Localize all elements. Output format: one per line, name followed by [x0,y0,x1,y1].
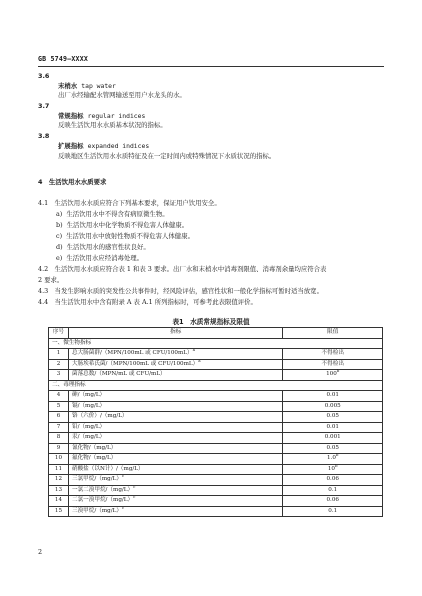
list-item-mark: d) [56,243,63,251]
cell-limit [283,496,383,507]
index-name: 一氯二溴甲烷/（mg/L） [71,486,134,493]
limit-value: 不得检出 [321,360,344,367]
def-3-8-num: 3.8 [38,132,50,140]
footnote-mark: c [133,483,136,489]
table-row [49,370,383,381]
cell-index [68,464,282,475]
cell-limit [283,370,383,381]
table-row [49,391,383,402]
list-item [56,254,143,262]
cell-no: 4 [49,391,69,402]
footnote-mark: c [121,473,125,479]
table-row [49,475,383,486]
def-3-8-term: 扩展指标 [58,142,84,150]
footnote-mark: b [336,368,340,374]
cell-limit [283,443,383,454]
cell-no: 1 [49,349,69,360]
cell-limit [283,412,383,423]
clause-4-4: 4.4 当生活饮用水中含有附录 A 表 A.1 所列指标时，可参考此表限值评价。 [38,298,257,306]
table-row [49,506,383,517]
limit-value: 0.05 [326,413,339,420]
limit-value: 1.0 [326,455,336,462]
table-row [49,464,383,475]
limit-value: 0.05 [326,444,339,451]
table-row [49,349,383,360]
footnote-mark: b [335,452,339,458]
limit-value: 0.1 [328,486,338,493]
cell-no: 8 [49,433,69,444]
cell-index [68,443,282,454]
index-name: 菌落总数/（MPN/mL 或 CFU/mL） [71,371,166,378]
footnote-mark: b [335,462,338,468]
cell-no: 9 [49,443,69,454]
index-name: 总大肠菌群/（MPN/100mL 或 CFU/100mL） [71,350,193,357]
clause-4-3: 4.3 当发生影响水质的突发性公共事件时，经风险评估，感官性状和一般化学指标可暂时适当放宽。 [38,287,323,295]
section-4-title: 4 生活饮用水水质要求 [38,178,107,186]
cell-limit [283,506,383,517]
index-name: 三氯甲烷/（mg/L） [71,476,122,483]
cell-no: 7 [49,422,69,433]
table-group-row [49,338,383,349]
list-item-mark: e) [56,254,63,262]
table-row [49,422,383,433]
cell-limit [283,422,383,433]
def-3-6-term: 末梢水 [58,82,78,90]
limit-value: 0.005 [324,402,341,409]
cell-no: 10 [49,454,69,465]
cell-index [68,475,282,486]
list-item [56,210,169,218]
list-item [56,232,194,240]
cell-index [68,359,282,370]
table-row [49,433,383,444]
def-3-8-desc: 反映地区生活饮用水水质特征及在一定时间内或特殊情况下水质状况的指标。 [58,152,276,160]
def-3-8-term-en: expanded indices [87,142,150,150]
def-3-8-term-line [58,142,149,150]
cell-index [68,412,282,423]
index-name: 铅/（mg/L） [71,423,106,430]
table-group-row [49,380,383,391]
list-item [56,221,188,229]
table-row [49,401,383,412]
index-name: 镉/（mg/L） [71,402,106,409]
list-item-text: 生活饮用水中放射性物质不得危害人体健康。 [66,232,194,240]
footnote-mark: a [198,357,201,363]
cell-limit [283,464,383,475]
cell-index [68,349,282,360]
def-3-6-desc: 出厂水经输配水管网输送至用户水龙头的水。 [58,91,186,99]
def-3-7-desc: 反映生活饮用水水质基本状况的指标。 [58,121,167,129]
table-row [49,496,383,507]
limit-value: 0.1 [328,507,338,514]
index-name: 硝酸盐（以N计）/（mg/L） [71,465,144,472]
table-row [49,454,383,465]
cell-no: 2 [49,359,69,370]
footnote-mark: a [192,347,195,353]
limit-value: 0.06 [326,497,339,504]
index-name: 氰化物/（mg/L） [71,444,117,451]
list-item-text: 生活饮用水中不得含有病原微生物。 [66,210,169,218]
def-3-6-num: 3.6 [38,72,50,80]
limit-value: 不得检出 [321,350,344,357]
cell-no: 13 [49,485,69,496]
group-toxicological: 二、毒理指标 [49,380,383,391]
list-item-mark: a) [56,210,63,218]
cell-limit [283,475,383,486]
cell-limit [283,433,383,444]
clause-4-2-line1: 4.2 生活饮用水水质应符合表 1 和表 3 要求。出厂水和末梢水中消毒剂限值、消毒剂余量均应符合表 [38,265,327,273]
cell-index [68,370,282,381]
document-code-header: GB 5749—XXXX [38,55,89,63]
cell-index [68,496,282,507]
page-number: 2 [38,548,43,556]
index-name: 铬（六价）/（mg/L） [71,413,128,420]
cell-limit [283,485,383,496]
def-3-7-num: 3.7 [38,102,50,110]
cell-index [68,506,282,517]
cell-index [68,401,282,412]
cell-no: 14 [49,496,69,507]
clause-4-2-line2: 2 要求。 [38,276,64,284]
header-limit: 限值 [283,328,383,339]
cell-index [68,391,282,402]
cell-limit [283,391,383,402]
cell-limit [283,349,383,360]
header-rule [38,66,384,67]
cell-limit [283,454,383,465]
list-item [56,243,150,251]
limit-value: 10 [327,465,335,472]
index-name: 氟化物/（mg/L） [71,455,117,462]
cell-no: 11 [49,464,69,475]
limit-value: 100 [326,371,337,378]
group-microbial: 一、微生物指标 [49,338,383,349]
table-row [49,412,383,423]
cell-index [68,454,282,465]
index-name: 三溴甲烷/（mg/L） [71,507,122,514]
limit-value: 0.06 [326,476,339,483]
header-no: 序号 [49,328,69,339]
list-item-text: 生活饮用水的感官性状良好。 [66,243,150,251]
water-quality-table [48,327,383,517]
limit-value: 0.001 [324,434,341,441]
limit-value: 0.01 [326,392,339,399]
def-3-6-term-line [58,82,116,90]
cell-no: 5 [49,401,69,412]
index-name: 二氯一溴甲烷/（mg/L） [71,497,134,504]
list-item-mark: c) [56,232,63,240]
table-row [49,443,383,454]
table-row [49,359,383,370]
cell-no: 3 [49,370,69,381]
table-row [49,485,383,496]
cell-index [68,485,282,496]
cell-index [68,433,282,444]
footnote-mark: c [133,494,136,500]
header-index: 指标 [68,328,282,339]
list-item-mark: b) [56,221,63,229]
clause-4-1: 4.1 生活饮用水水质应符合下列基本要求，保证用户饮用安全。 [38,199,221,207]
table-caption: 表1 水质常规指标及限值 [172,318,250,326]
cell-limit [283,359,383,370]
list-item-text: 生活饮用水中化学物质不得危害人体健康。 [66,221,189,229]
cell-no: 12 [49,475,69,486]
def-3-7-term: 常规指标 [58,112,84,120]
index-name: 砷/（mg/L） [71,392,106,399]
list-item-text: 生活饮用水应经消毒处理。 [66,254,144,262]
cell-limit [283,401,383,412]
cell-index [68,422,282,433]
cell-no: 6 [49,412,69,423]
index-name: 大肠埃希氏菌/（MPN/100mL 或 CFU/100mL） [71,360,199,367]
index-name: 汞/（mg/L） [71,434,106,441]
limit-value: 0.01 [326,423,339,430]
def-3-7-term-line [58,112,145,120]
footnote-mark: c [121,504,125,510]
table-header-row [49,328,383,339]
def-3-7-term-en: regular indices [87,112,146,120]
def-3-6-term-en: tap water [81,82,116,90]
cell-no: 15 [49,506,69,517]
